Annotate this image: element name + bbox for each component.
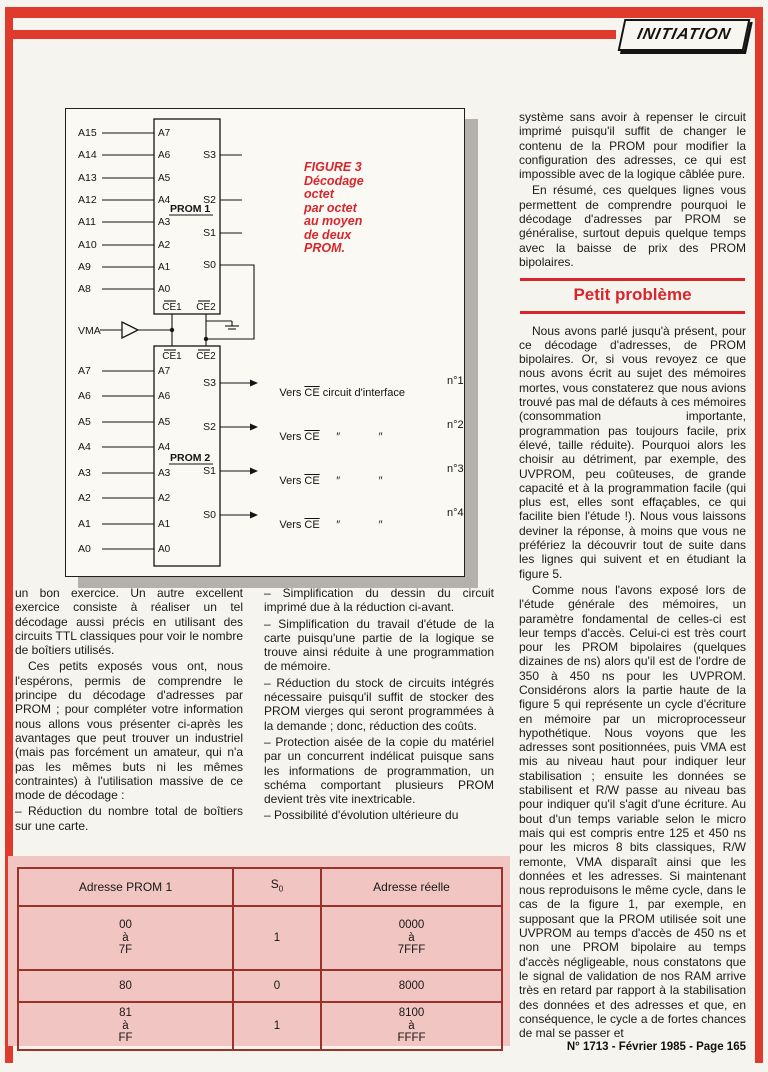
table-cell: 8100 à FFFF [321, 1002, 502, 1050]
red-border-top-secondary [8, 30, 616, 39]
svg-text:A0: A0 [158, 284, 171, 295]
table-cell: 8000 [321, 970, 502, 1002]
output-text: Vers [279, 475, 305, 487]
prom2-output-arrows [220, 380, 258, 519]
svg-text:A8: A8 [78, 283, 91, 295]
list-item: – Simplification du travail d'étude de la carte puisqu'une partie de la logique se trouve ainsi réduite à une programmation de mémoire. [264, 616, 494, 674]
svg-text:S0: S0 [203, 509, 216, 521]
output-label-row-2 [261, 419, 464, 455]
list-item: – Réduction du nombre total de boîtiers sur une carte. [15, 804, 243, 833]
svg-text:A1: A1 [78, 518, 91, 530]
prom2-int-pin-labels [158, 366, 171, 555]
paragraph: Ces petits exposés vous ont, nous l'espérons, permis de comprendre le principe du décodage d'adresses par PROM ; pour compléter votre information nous allons vous présenter ci-après les avantages que peut trouver un industriel (mais pas forcément un amateur, qui n'a pas les mêmes buts ni les mêmes contraintes) à l'utilisation massive de ce mode de décodage : [15, 659, 243, 803]
ground-symbol [206, 321, 239, 329]
prom1-ext-pin-labels [78, 127, 97, 295]
svg-text:A1: A1 [158, 519, 171, 530]
table-cell: 1 [233, 1002, 321, 1050]
column-left [15, 586, 243, 860]
interface-number: n°4 [447, 507, 464, 519]
table-cell: 1 [233, 906, 321, 970]
list-item: – Simplification du dessin du circuit imprimé due à la réduction ci-avant. [264, 586, 494, 615]
figure3-caption [304, 161, 434, 256]
ce-vertical-wires [172, 314, 206, 346]
prom2-output-labels [203, 377, 216, 521]
svg-text:A10: A10 [78, 239, 97, 251]
svg-text:A2: A2 [158, 240, 171, 251]
output-label-row-4 [261, 507, 464, 543]
ce-signal: $\overline{CE}$ [304, 519, 320, 531]
prom1-label: PROM 1 [170, 203, 211, 215]
list-item: – Protection aisée de la copie du matériel par un concurrent indélicat puisque sans les informations de programmation, un schéma comportant plusieurs PROM devient très vite inextricable. [264, 734, 494, 807]
red-border-top-primary [8, 7, 756, 18]
column-right [519, 110, 746, 1044]
table-cell: 0000 à 7FFF [321, 906, 502, 970]
prom2-ext-pin-labels [78, 365, 91, 555]
svg-text:A3: A3 [78, 467, 91, 479]
output-label-row-3 [261, 463, 464, 499]
caption-line: par octet [304, 200, 357, 215]
svg-text:A2: A2 [78, 492, 91, 504]
section-heading-petit-probleme: Petit problème [520, 278, 745, 313]
svg-text:A5: A5 [158, 417, 171, 428]
output-text: ″ ″ [319, 475, 383, 487]
svg-text:A3: A3 [158, 468, 171, 479]
svg-text:A13: A13 [78, 172, 97, 184]
caption-line: octet [304, 187, 334, 201]
paragraph: système sans avoir à repenser le circuit imprimé puisqu'il suffit de changer le contenu de la PROM pour modifier la configuration des adresses, ce qui est impossible avec de la logique câblée pure. [519, 110, 746, 182]
output-text: circuit d'interface [319, 387, 405, 399]
page-footer: N° 1713 - Février 1985 - Page 165 [566, 1041, 746, 1053]
prom1-ce1-label: CE1 [162, 302, 182, 313]
table-header-adresse-reelle: Adresse réelle [321, 868, 502, 906]
ce-signal: $\overline{CE}$ [304, 387, 320, 399]
svg-text:A15: A15 [78, 127, 97, 139]
interface-number: n°1 [447, 375, 464, 387]
svg-text:S1: S1 [203, 227, 216, 239]
list-item: – Possibilité d'évolution ultérieure du [264, 808, 459, 823]
table-cell: 81 à FF [18, 1002, 233, 1050]
output-text: ″ ″ [319, 431, 383, 443]
svg-text:A6: A6 [78, 390, 91, 402]
ce-signal: $\overline{CE}$ [304, 431, 320, 443]
svg-text:A4: A4 [158, 442, 171, 453]
svg-text:A7: A7 [158, 366, 171, 377]
ce-signal: $\overline{CE}$ [304, 475, 320, 487]
svg-text:A6: A6 [158, 150, 171, 161]
svg-text:A2: A2 [158, 493, 171, 504]
output-text: Vers [279, 519, 305, 531]
prom2-ce1-label: CE1 [162, 351, 182, 362]
prom1-int-pin-labels [158, 128, 171, 295]
paragraph: Nous avons parlé jusqu'à présent, pour ce décodage d'adresses, de PROM bipolaires. Or, si vous revoyez ce que nous avons écrit au sujet des mémoires mortes, vous constaterez que nous avions trouvé pas mal de défauts à ces mémoires (consommation importante, programmation pas toujours facile, prix élevé, taille réduite). Pourquoi alors les choisir au détriment, par exemple, des UVPROM, peu coûteuses, de grande capacité et à la programmation facile (qui plus est, elles sont effaçables, ce qui facilite bien l'étude !). Nous vous laissons deviner la réponse, à moins que vous ne préfériez la découvrir tout de suite dans les lignes qui suivent et en étudiant la figure 5. [519, 323, 746, 581]
table-cell: 00 à 7F [18, 906, 233, 970]
output-text: Vers [279, 431, 305, 443]
svg-text:S2: S2 [203, 194, 216, 206]
svg-text:A0: A0 [78, 543, 91, 555]
svg-text:S0: S0 [203, 259, 216, 271]
paragraph: un bon exercice. Un autre excellent exercice consiste à réaliser un tel décodage aussi précis en utilisant des circuits TTL classiques pour voir le nombre de boîtiers utilisés. [15, 586, 243, 658]
caption-line: PROM. [304, 241, 345, 255]
svg-text:A9: A9 [78, 261, 91, 273]
output-label-row-1 [261, 375, 464, 411]
svg-text:A4: A4 [78, 441, 91, 453]
paragraph: En résumé, ces quelques lignes vous permettent de comprendre pourquoi le décodage d'adresses par PROM se généralise, surtout depuis quelque temps avec la baisse de prix des PROM bipolaires. [519, 183, 746, 269]
svg-text:A4: A4 [158, 195, 171, 206]
caption-line: au moyen [304, 214, 363, 228]
vma-buffer [100, 322, 174, 338]
svg-text:A1: A1 [158, 262, 171, 273]
decoding-table [17, 867, 503, 1051]
svg-text:S2: S2 [203, 421, 216, 433]
svg-text:A0: A0 [158, 544, 171, 555]
table-cell: 80 [18, 970, 233, 1002]
interface-number: n°2 [447, 419, 464, 431]
decoding-table-panel [8, 856, 510, 1046]
prom1-ce2-label: CE2 [196, 302, 216, 313]
list-item: – Réduction du stock de circuits intégrés nécessaire puisqu'il suffit de stocker des PROM vierges qui seront programmées à la demande ; donc, réduction des coûts. [264, 675, 494, 733]
vma-label: VMA [78, 325, 101, 337]
svg-text:S3: S3 [203, 149, 216, 161]
caption-line: FIGURE 3 [304, 160, 362, 174]
interface-number: n°3 [447, 463, 464, 475]
svg-text:S1: S1 [203, 465, 216, 477]
table-header-s0 [233, 868, 321, 906]
svg-text:A7: A7 [78, 365, 91, 377]
prom2-ce2-label: CE2 [196, 351, 216, 362]
svg-text:A7: A7 [158, 128, 171, 139]
prom1-ext-wires [102, 133, 154, 289]
caption-line: Décodage [304, 173, 364, 188]
column-middle [264, 586, 494, 860]
s-label: S [270, 877, 279, 892]
svg-text:A5: A5 [78, 416, 91, 428]
svg-text:A6: A6 [158, 391, 171, 402]
figure3-panel [65, 108, 465, 577]
prom2-label: PROM 2 [170, 452, 211, 464]
output-text: ″ ″ [319, 519, 383, 531]
prom2-ext-wires [102, 371, 154, 549]
paragraph: Comme nous l'avons exposé lors de l'étude générale des mémoires, un paramètre fondamental de celles-ci est leur temps d'accès. Celui-ci est très court pour les PROM bipolaires (quelques dizaines de ns) alors qu'il est de l'ordre de 350 à 450 ns pour les UVPROM. Considérons alors la partie haute de la figure 5 qui représente un cycle d'écriture en mémoire par un microprocesseur hypothétique. Nous voyons que les adresses sont positionnées, puis VMA est mis au niveau haut pour indiquer leur stabilisation ; ensuite les données se stabilisent et R/W passe au niveau bas pour indiquer qu'il s'agit d'une écriture. Au bout d'un temps variable selon le micro mais qui est compris entre 125 et 450 ns pour les micros 8 bits classiques, R/W remonte, VMA disparaît ainsi que les données et les adresses. Si maintenant nous reproduisons le même cycle, dans le cas de la figure 1, par exemple, en supposant que la PROM utilisée soit une UVPROM au temps d'accès de 450 ns et non une PROM bipolaire au temps d'accès négligeable, nous constatons que le signal de validation de nos RAM arrive très en retard par rapport à la stabilisation des données et des adresses et que, en conséquence, le cycle a de fortes chances de mal se passer et [519, 582, 746, 1041]
initiation-logo [618, 19, 751, 51]
svg-text:A3: A3 [158, 217, 171, 228]
output-text: Vers [279, 387, 305, 399]
table-header-adresse-prom1: Adresse PROM 1 [18, 868, 233, 906]
logo-text: INITIATION [635, 26, 733, 43]
prom1-output-wires [204, 155, 254, 341]
svg-text:A5: A5 [158, 173, 171, 184]
svg-text:A14: A14 [78, 149, 97, 161]
svg-text:A12: A12 [78, 194, 97, 206]
red-border-right [755, 7, 763, 1063]
table-cell: 0 [233, 970, 321, 1002]
svg-text:A11: A11 [78, 216, 96, 228]
svg-text:S3: S3 [203, 377, 216, 389]
caption-line: de deux [304, 227, 352, 242]
s-subscript: 0 [278, 884, 284, 894]
